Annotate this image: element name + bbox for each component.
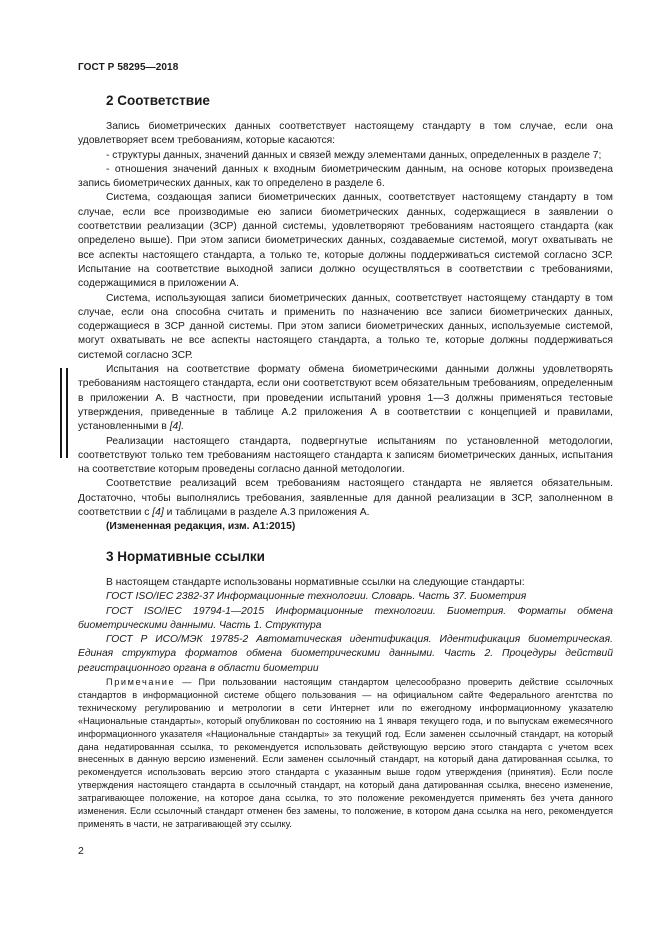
reference-4: [4] (152, 507, 164, 519)
normative-reference: ГОСТ ISO/IEC 2382-37 Информационные технологии. Словарь. Часть 37. Биометрия (106, 591, 527, 603)
list-item: - структуры данных, значений данных и связей между элементами данных, определенных в разделе 7; (106, 149, 602, 161)
paragraph: В настоящем стандарте использованы нормативные ссылки на следующие стандарты: (106, 577, 525, 588)
section-3-body (78, 576, 613, 676)
paragraph: Система, использующая записи биометрических данных, соответствует настоящему стандарту в том случае, если она способна считать и применить по назначению все записи биометрических данных, содержащиеся в ЗСР данной системы. При этом записи биометрических данных, используемые системой, могут охватывать не все аспекты настоящего стандарта, а только те, которые должны поддерживаться системой согласно ЗСР. (78, 292, 613, 361)
change-bar (66, 368, 68, 458)
reference-4: [4]. (169, 421, 184, 433)
document-id: ГОСТ Р 58295—2018 (78, 62, 179, 73)
paragraph: Запись биометрических данных соответствует настоящему стандарту в том случае, если она удовлетворяет всем требованиям, которые касаются: (78, 121, 613, 147)
paragraph-text-end: и таблицами в разделе А.3 приложения А. (163, 507, 370, 519)
note-text: — При пользовании настоящим стандартом целесообразно проверить действие ссылочных стандартов в информационной системе общего пользования — на официальном сайте Федерального агентства по техническому регулированию и метрологии в сети Интернет или по ежегодному информационному указателю «Национальные стандарты», который опубликован по состоянию на 1 января текущего года, и по выпускам ежемесячного информационного указателя «Национальные стандарты» за текущий год. Если заменен ссылочный стандарт, на который дана недатированная ссылка, то рекомендуется использовать действующую версию этого стандарта с учетом всех внесенных в данную версию изменений. Если заменен ссылочный стандарт, на который дана датированная ссылка, то рекомендуется использовать версию этого стандарта с указанным выше годом утверждения (принятия). Если после утверждения настоящего стандарта в ссылочный стандарт, на который дана датированная ссылка, внесено изменение, затрагивающее положение, на которое дана ссылка, то это положение рекомендуется применять без учета данного изменения. Если ссылочный стандарт отменен без замены, то положение, в котором дана ссылка на него, рекомендуется применять в части, не затрагивающей эту ссылку. (78, 677, 613, 829)
paragraph: Реализации настоящего стандарта, подвергнутые испытаниям по установленной методологии, соответствуют только тем требованиям настоящего стандарта к записям биометрических данных, испытания на соответствие которым проведены согласно данной методологии. (78, 435, 613, 476)
paragraph-amended (78, 363, 613, 434)
note-label: Примечание (106, 677, 176, 687)
change-bar (60, 368, 62, 458)
section-2-title: 2 Соответствие (106, 93, 210, 108)
paragraph-text: Соответствие реализаций всем требованиям настоящего стандарта не является обязательным. Достаточно, чтобы выполнялись требования, заявленные для данной реализации в ЗСР, заполненном в соответствии с (78, 478, 613, 519)
amendment-note: (Измененная редакция, изм. А1:2015) (106, 521, 296, 533)
note-paragraph (78, 676, 613, 831)
page-number: 2 (78, 845, 84, 857)
section-2-body (78, 120, 613, 535)
list-item: - отношения значений данных к входным биометрическим данным, на основе которых произведена запись биометрических данных, как то определено в разделе 6. (78, 163, 613, 190)
normative-reference: ГОСТ ISO/IEC 19794-1—2015 Информационные технологии. Биометрия. Форматы обмена биометрическими данными. Часть 1. Структура (78, 605, 613, 631)
paragraph-text: Испытания на соответствие формату обмена биометрическими данными должны удовлетворять требованиям настоящего стандарта, если они соответствуют всем обязательным требованиям, определенным в приложении А. В частности, при проведении испытаний уровня 1—3 должны применяться тестовые утверждения, приведенные в таблице А.2 приложения А в соответствии с концепцией и правилами, установленными в (78, 364, 613, 433)
note-block (78, 676, 613, 831)
paragraph: Система, создающая записи биометрических данных, соответствует настоящему стандарту в том случае, если все производимые ею записи биометрических данных, содержащиеся в заявлении о соответствии реализации (ЗСР) данной системы, удовлетворяют требованиям настоящего стандарта (как определено выше). При этом записи биометрических данных, создаваемые системой, могут охватывать не все аспекты настоящего стандарта, а только те, которые должны поддерживаться системой согласно ЗСР. Испытание на соответствие выходной записи должно осуществляться в соответствии с требованиями, содержащимися в приложении А. (78, 192, 613, 290)
section-3-title: 3 Нормативные ссылки (106, 549, 265, 564)
normative-reference: ГОСТ Р ИСО/МЭК 19785-2 Автоматическая идентификация. Идентификация биометрическая. Единая структура форматов обмена биометрическими данными. Часть 2. Процедуры действий регистрационного органа в области биометрии (78, 634, 613, 674)
paragraph (78, 477, 613, 520)
